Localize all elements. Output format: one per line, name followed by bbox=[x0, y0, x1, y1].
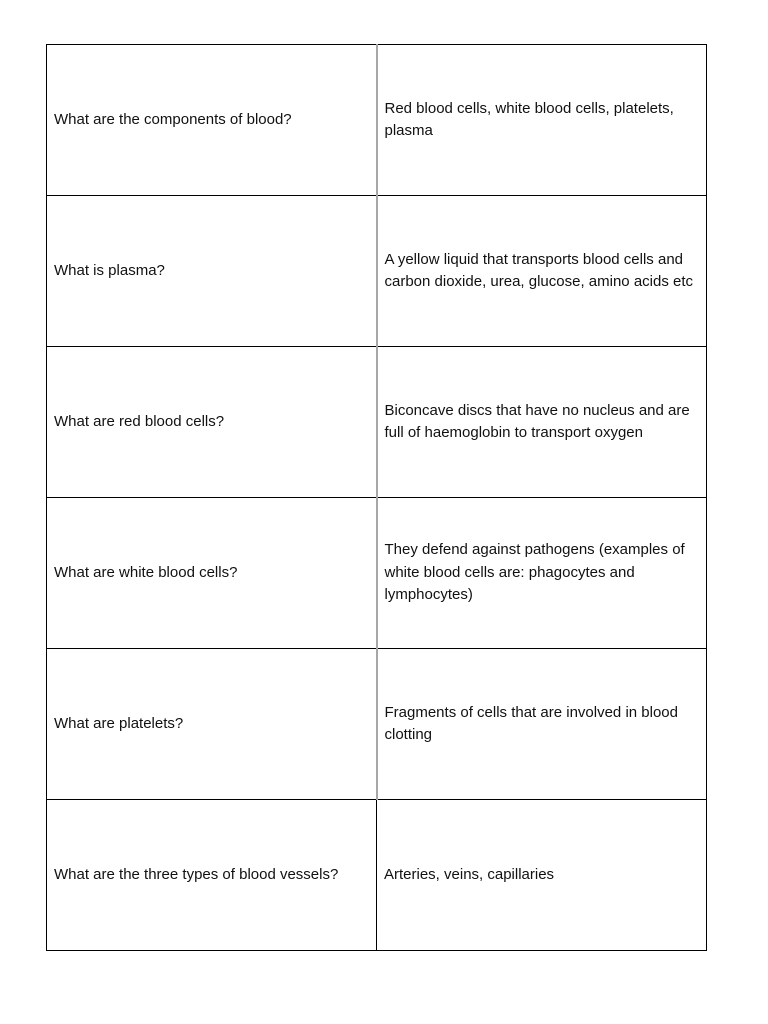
flashcard-row bbox=[47, 649, 707, 800]
answer-cell: Fragments of cells that are involved in blood clotting bbox=[377, 649, 707, 800]
flashcard-row bbox=[47, 347, 707, 498]
answer-cell: Arteries, veins, capillaries bbox=[377, 800, 707, 951]
question-cell: What is plasma? bbox=[47, 196, 377, 347]
question-cell: What are white blood cells? bbox=[47, 498, 377, 649]
flashcard-row bbox=[47, 800, 707, 951]
answer-cell: They defend against pathogens (examples of white blood cells are: phagocytes and lymphocytes) bbox=[377, 498, 707, 649]
question-cell: What are platelets? bbox=[47, 649, 377, 800]
flashcard-table bbox=[46, 44, 707, 951]
question-cell: What are red blood cells? bbox=[47, 347, 377, 498]
answer-cell: Biconcave discs that have no nucleus and are full of haemoglobin to transport oxygen bbox=[377, 347, 707, 498]
answer-cell: Red blood cells, white blood cells, platelets, plasma bbox=[377, 45, 707, 196]
answer-cell: A yellow liquid that transports blood cells and carbon dioxide, urea, glucose, amino acids etc bbox=[377, 196, 707, 347]
flashcard-row bbox=[47, 498, 707, 649]
question-cell: What are the three types of blood vessels? bbox=[47, 800, 377, 951]
flashcard-row bbox=[47, 196, 707, 347]
question-cell: What are the components of blood? bbox=[47, 45, 377, 196]
flashcard-row bbox=[47, 45, 707, 196]
